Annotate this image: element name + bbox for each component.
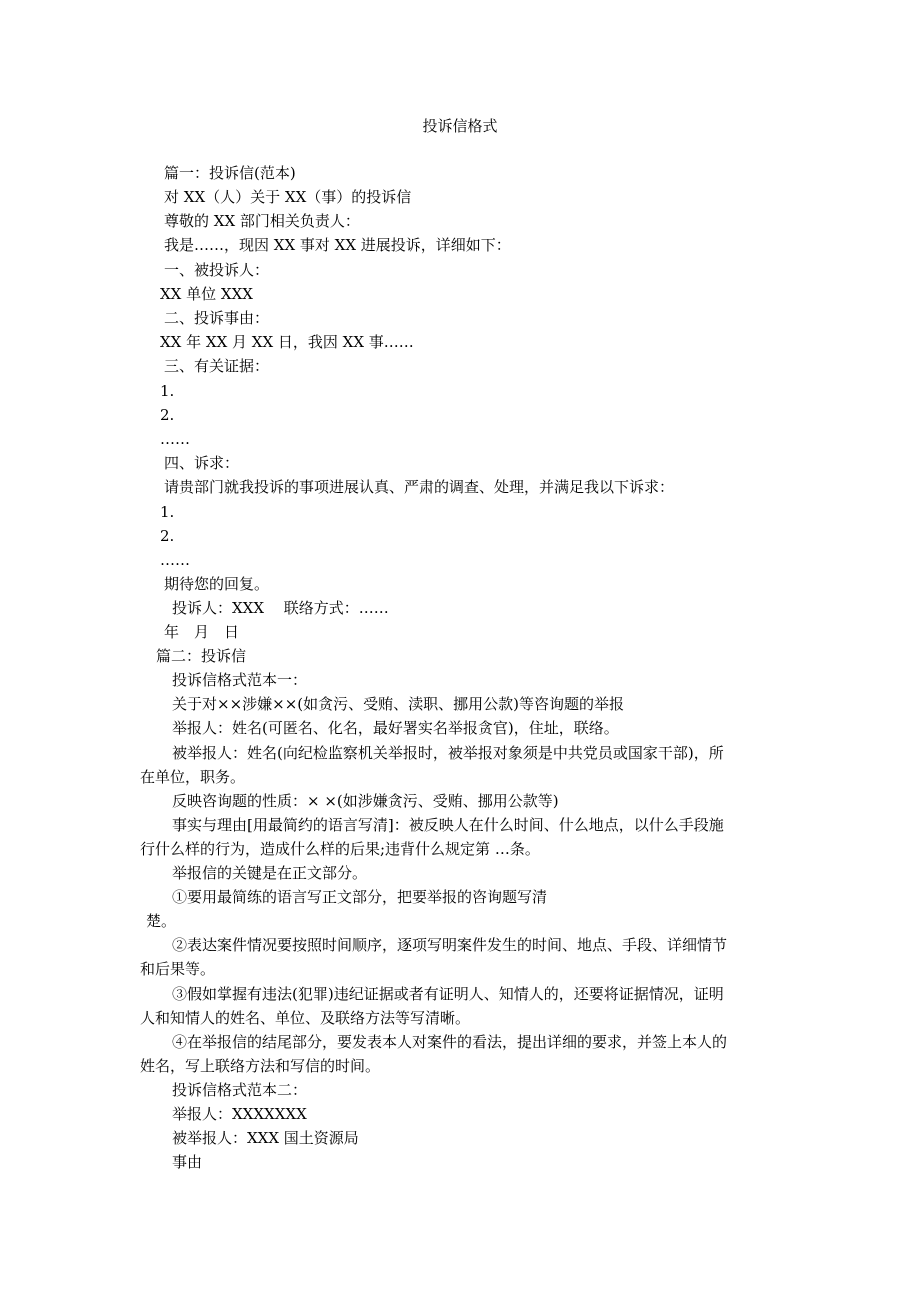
text-line: 行什么样的行为，造成什么样的后果;违背什么规定第 …条。 [140, 840, 540, 858]
text-line: 事实与理由[用最简约的语言写清]：被反映人在什么时间、什么地点，以什么手段施 [172, 816, 724, 834]
text-line: 二、投诉事由： [164, 309, 270, 327]
text-line: 年 月 日 [164, 623, 240, 641]
text-line: 事由 [172, 1153, 203, 1171]
text-line: 三、有关证据： [164, 357, 270, 375]
text-line: 人和知情人的姓名、单位、及联络方法等写清晰。 [140, 1009, 471, 1027]
text-line: ①要用最简练的语言写正文部分，把要举报的咨询题写清 [172, 888, 548, 906]
text-line: 投诉信格式范本二： [172, 1081, 308, 1099]
text-line: 投诉人：XXX 联络方式：…… [172, 599, 389, 617]
text-line: 1. [160, 503, 175, 521]
text-line: ②表达案件情况要按照时间顺序，逐项写明案件发生的时间、地点、手段、详细情节 [172, 936, 728, 954]
text-line: 2. [160, 406, 175, 424]
text-line: 举报人：姓名(可匿名、化名，最好署实名举报贪官)，住址，联络。 [172, 719, 619, 737]
text-line: 1. [160, 382, 175, 400]
document-title: 投诉信格式 [422, 117, 498, 135]
text-line: 对 XX（人）关于 XX（事）的投诉信 [164, 188, 412, 206]
text-line: 2. [160, 527, 175, 545]
text-line: 请贵部门就我投诉的事项进展认真、严肃的调查、处理，并满足我以下诉求： [164, 478, 675, 496]
text-line: 四、诉求： [164, 454, 240, 472]
text-line: 在单位，职务。 [140, 768, 246, 786]
text-line: 投诉信格式范本一： [172, 671, 308, 689]
text-line: 尊敬的 XX 部门相关负责人： [164, 212, 360, 230]
text-line: 被举报人：XXX 国土资源局 [172, 1129, 359, 1147]
text-line: 期待您的回复。 [164, 575, 270, 593]
text-line: 反映咨询题的性质：× ×(如涉嫌贪污、受贿、挪用公款等) [172, 792, 559, 810]
text-line: …… [160, 430, 190, 448]
text-line: 姓名，写上联络方法和写信的时间。 [140, 1057, 381, 1075]
text-line: XX 年 XX 月 XX 日，我因 XX 事…… [160, 333, 414, 351]
text-line: 被举报人：姓名(向纪检监察机关举报时，被举报对象须是中共党员或国家干部)，所 [172, 744, 724, 762]
text-line: XX 单位 XXX [160, 285, 253, 303]
text-line: 篇一：投诉信(范本) [164, 164, 296, 182]
text-line: 举报信的关键是在正文部分。 [172, 864, 368, 882]
text-line: 篇二：投诉信 [156, 647, 247, 665]
text-line: 举报人：XXXXXXX [172, 1105, 307, 1123]
text-line: …… [160, 551, 190, 569]
text-line: ④在举报信的结尾部分，要发表本人对案件的看法，提出详细的要求，并签上本人的 [172, 1033, 728, 1051]
text-line: 和后果等。 [140, 960, 216, 978]
text-line: ③假如掌握有违法(犯罪)违纪证据或者有证明人、知情人的，还要将证据情况，证明 [172, 985, 724, 1003]
text-line: 我是……，现因 XX 事对 XX 进展投诉，详细如下： [164, 236, 511, 254]
text-line: 关于对××涉嫌××(如贪污、受贿、渎职、挪用公款)等咨询题的举报 [172, 695, 624, 713]
text-line: 一、被投诉人： [164, 261, 270, 279]
text-line: 楚。 [146, 912, 177, 930]
